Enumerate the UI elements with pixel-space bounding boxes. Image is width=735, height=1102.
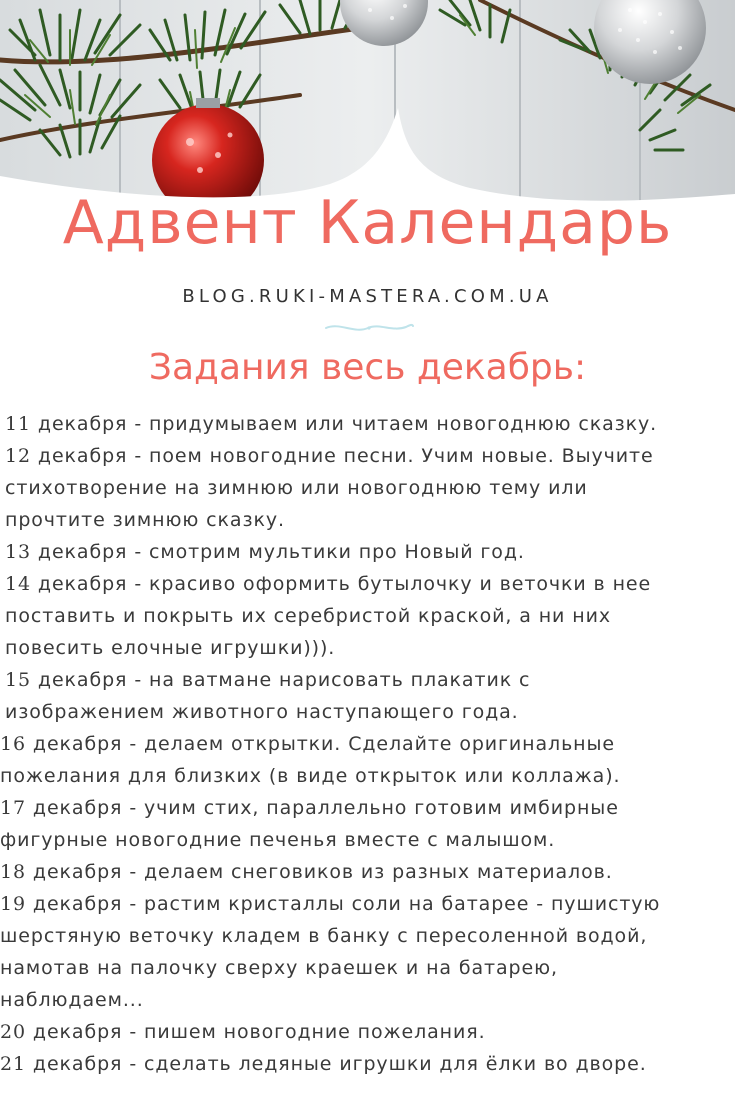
task-item [0, 664, 735, 728]
swirl-divider-icon [322, 320, 416, 336]
task-item [0, 792, 735, 856]
task-line [0, 600, 735, 632]
task-day: 20 [0, 1021, 26, 1043]
task-line [0, 952, 735, 984]
task-item [0, 1048, 735, 1080]
task-day: 21 [0, 1053, 26, 1075]
task-day: 12 [5, 445, 31, 467]
task-line [0, 728, 735, 760]
task-text: декабря - пишем новогодние пожелания. [25, 1021, 486, 1043]
task-item [0, 856, 735, 888]
task-line [0, 984, 735, 1016]
task-line [0, 760, 735, 792]
task-day: 19 [0, 893, 26, 915]
task-day: 18 [0, 861, 26, 883]
task-day: 17 [0, 797, 26, 819]
task-text: декабря - сделать ледяные игрушки для ёлки во дворе. [25, 1053, 647, 1075]
task-text: декабря - красиво оформить бутылочку и веточки в нее [30, 573, 652, 595]
task-text: повесить елочные игрушки))). [5, 637, 336, 659]
task-line [0, 1016, 735, 1048]
task-item [0, 1016, 735, 1048]
task-line [0, 856, 735, 888]
task-text: декабря - растим кристаллы соли на батарее - пушистую [25, 893, 661, 915]
task-text: прочтите зимнюю сказку. [5, 509, 285, 531]
page-title: Адвент Календарь [62, 188, 673, 258]
task-text: декабря - придумываем или читаем новогоднюю сказку. [30, 413, 658, 435]
task-text: декабря - учим стих, параллельно готовим имбирные [25, 797, 619, 819]
task-line [0, 632, 735, 664]
task-line [0, 824, 735, 856]
task-item [0, 536, 735, 568]
task-text: шерстяную веточку кладем в банку с пересоленной водой, [0, 925, 648, 947]
task-day: 16 [0, 733, 26, 755]
task-text: декабря - смотрим мультики про Новый год. [30, 541, 525, 563]
task-text: поставить и покрыть их серебристой краской, а ни них [5, 605, 611, 627]
task-item [0, 568, 735, 664]
task-line [0, 408, 735, 440]
task-line [0, 888, 735, 920]
task-text: декабря - на ватмане нарисовать плакатик с [30, 669, 531, 691]
task-day: 13 [5, 541, 31, 563]
task-item [0, 408, 735, 440]
task-text: декабря - делаем открытки. Сделайте оригинальные [25, 733, 615, 755]
task-list [0, 408, 735, 1080]
site-url: BLOG.RUKI-MASTERA.COM.UA [182, 286, 553, 307]
task-line [0, 792, 735, 824]
task-line [0, 1048, 735, 1080]
task-line [0, 568, 735, 600]
task-text: наблюдаем... [0, 989, 144, 1011]
task-text: намотав на палочку сверху краешек и на батарею, [0, 957, 558, 979]
task-line [0, 696, 735, 728]
task-line [0, 920, 735, 952]
task-day: 15 [5, 669, 31, 691]
task-text: фигурные новогодние печенья вместе с малышом. [0, 829, 556, 851]
task-line [0, 472, 735, 504]
task-text: декабря - делаем снеговиков из разных материалов. [25, 861, 613, 883]
task-text: пожелания для близких (в виде открыток или коллажа). [0, 765, 621, 787]
task-text: изображением животного наступающего года. [5, 701, 519, 723]
section-heading: Задания весь декабрь: [148, 347, 587, 388]
task-item [0, 440, 735, 536]
task-line [0, 664, 735, 696]
task-day: 11 [5, 413, 31, 435]
task-day: 14 [5, 573, 31, 595]
task-line [0, 536, 735, 568]
task-line [0, 440, 735, 472]
task-text: декабря - поем новогодние песни. Учим новые. Выучите [30, 445, 654, 467]
task-line [0, 504, 735, 536]
task-text: стихотворение на зимнюю или новогоднюю тему или [5, 477, 588, 499]
task-item [0, 888, 735, 1016]
task-item [0, 728, 735, 792]
